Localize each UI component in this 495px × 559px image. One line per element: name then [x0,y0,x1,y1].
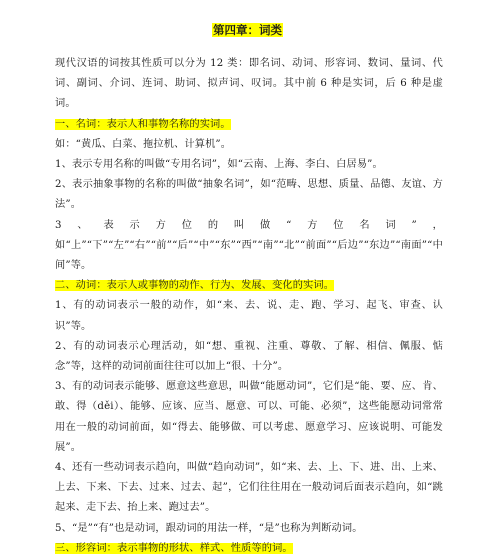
section-heading-nouns: 一、名词：表示人和事物名称的实词。 [55,118,231,130]
document-body [55,54,443,559]
chapter-title: 第四章：词类 [213,23,282,37]
section-heading-adjectives: 三、形容词：表示事物的形状、样式、性质等的词。 [55,542,293,554]
verb-point-1: 1、有的动词表示一般的动作，如“来、去、说、走、跑、学习、起飞、审查、认识”等。 [55,300,443,332]
verb-point-2: 2、有的动词表示心理活动，如“想、重视、注重、尊敬、了解、相信、佩服、惦念”等，这样的动词前面往往可以加上“很、十分”。 [55,340,443,373]
noun-examples: 如：“黄瓜、白菜、拖拉机、计算机”。 [55,138,232,150]
intro-paragraph: 现代汉语的词按其性质可以分为 12 类：即名词、动词、形容词、数词、量词、代词、副词、介词、连词、助词、拟声词、叹词。其中前 6 种是实词，后 6 种是虚词。 [55,58,443,110]
noun-point-2: 2、表示抽象事物的名称的叫做“抽象名词”，如“范畴、思想、质量、品德、友谊、方法”。 [55,179,443,211]
verb-point-5: 5、“是”“有”也是动词，跟动词的用法一样，“是”也称为判断动词。 [55,522,363,534]
section-heading-verbs: 二、动词：表示人或事物的动作、行为、发展、变化的实词。 [55,280,335,292]
verb-point-3: 3、有的动词表示能够、愿意这些意思，叫做“能愿动词”，它们是“能、要、应、肯、敢、得（děi）、能够、应该、应当、愿意、可以、可能、必须”，这些能愿动词常常用在一般的动词前面，如“得去、能够做、可以考虑、愿意学习、应该说明、可能发展”。 [55,381,443,453]
verb-point-4: 4、还有一些动词表示趋向，叫做“趋向动词”，如“来、去、上、下、进、出、上来、上去、下来、下去、过来、过去、起”，它们往往用在一般动词后面表示趋向，如“跳起来、走下去、抬上来、跑过去”。 [55,462,443,514]
noun-point-1: 1、表示专用名称的叫做“专用名词”，如“云南、上海、李白、白居易”。 [55,159,383,171]
noun-point-3: 3、表示方位的叫做“方位名词”，如“上”“下”“左”“右”“前”“后”“中”“东”“西”“南”“北”“前面”“后边”“东边”“南面”“中间”等。 [55,219,443,272]
